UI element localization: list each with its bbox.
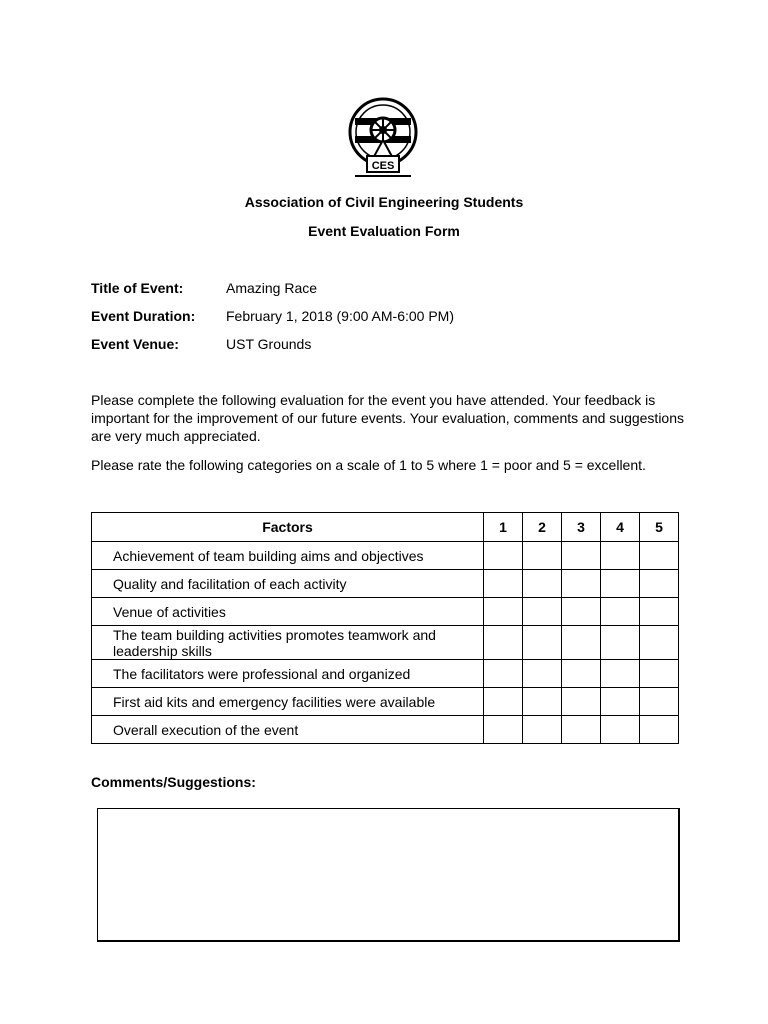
rating-cell-3[interactable] — [562, 626, 601, 660]
event-venue-value: UST Grounds — [226, 336, 312, 352]
event-title-label: Title of Event: — [91, 280, 184, 296]
rating-cell-2[interactable] — [523, 542, 562, 570]
rating-cell-2[interactable] — [523, 688, 562, 716]
rating-cell-1[interactable] — [484, 626, 523, 660]
rating-cell-3[interactable] — [562, 688, 601, 716]
rating-cell-1[interactable] — [484, 542, 523, 570]
scale-header-3: 3 — [562, 513, 601, 542]
table-row — [92, 570, 679, 598]
scale-instruction: Please rate the following categories on a scale of 1 to 5 where 1 = poor and 5 = excellent. — [91, 457, 646, 473]
rating-cell-4[interactable] — [601, 570, 640, 598]
rating-cell-2[interactable] — [523, 660, 562, 688]
factor-label: Overall execution of the event — [92, 716, 484, 744]
rating-cell-5[interactable] — [640, 542, 679, 570]
rating-cell-1[interactable] — [484, 570, 523, 598]
factor-label: Quality and facilitation of each activity — [92, 570, 484, 598]
svg-text:CES: CES — [371, 160, 395, 172]
rating-cell-2[interactable] — [523, 716, 562, 744]
organization-name: Association of Civil Engineering Students — [244, 194, 524, 210]
rating-cell-1[interactable] — [484, 660, 523, 688]
table-row — [92, 626, 679, 660]
table-row — [92, 598, 679, 626]
rating-cell-5[interactable] — [640, 570, 679, 598]
rating-cell-1[interactable] — [484, 688, 523, 716]
event-venue-label: Event Venue: — [91, 336, 179, 352]
factor-label: First aid kits and emergency facilities were available — [92, 688, 484, 716]
rating-cell-5[interactable] — [640, 716, 679, 744]
scale-header-1: 1 — [484, 513, 523, 542]
aces-logo — [345, 96, 421, 180]
rating-cell-1[interactable] — [484, 716, 523, 744]
rating-cell-3[interactable] — [562, 570, 601, 598]
factor-label: The team building activities promotes teamwork and leadership skills — [92, 626, 484, 660]
rating-cell-2[interactable] — [523, 626, 562, 660]
rating-cell-4[interactable] — [601, 688, 640, 716]
comments-box[interactable] — [97, 808, 680, 942]
comments-label: Comments/Suggestions: — [91, 774, 256, 790]
rating-cell-3[interactable] — [562, 542, 601, 570]
rating-cell-5[interactable] — [640, 626, 679, 660]
factor-label: Achievement of team building aims and objectives — [92, 542, 484, 570]
rating-cell-4[interactable] — [601, 626, 640, 660]
rating-cell-2[interactable] — [523, 598, 562, 626]
rating-cell-1[interactable] — [484, 598, 523, 626]
intro-paragraph: Please complete the following evaluation for the event you have attended. Your feedback is important for the improvement of our future events. Your evaluation, comments and suggestions are very much appreciated. — [91, 392, 684, 444]
factors-header: Factors — [92, 513, 484, 542]
event-title-value: Amazing Race — [226, 280, 318, 296]
scale-header-5: 5 — [640, 513, 679, 542]
rating-cell-4[interactable] — [601, 542, 640, 570]
rating-cell-3[interactable] — [562, 598, 601, 626]
event-duration-value: February 1, 2018 (9:00 AM-6:00 PM) — [226, 308, 454, 324]
rating-cell-2[interactable] — [523, 570, 562, 598]
table-row — [92, 716, 679, 744]
form-title: Event Evaluation Form — [308, 223, 460, 239]
rating-cell-5[interactable] — [640, 660, 679, 688]
rating-cell-4[interactable] — [601, 716, 640, 744]
rating-cell-3[interactable] — [562, 660, 601, 688]
table-header-row — [92, 513, 679, 542]
factor-label: The facilitators were professional and organized — [92, 660, 484, 688]
table-row — [92, 688, 679, 716]
rating-cell-5[interactable] — [640, 598, 679, 626]
rating-cell-4[interactable] — [601, 598, 640, 626]
rating-cell-4[interactable] — [601, 660, 640, 688]
scale-header-4: 4 — [601, 513, 640, 542]
table-row — [92, 542, 679, 570]
event-duration-label: Event Duration: — [91, 308, 196, 324]
evaluation-table — [91, 512, 679, 744]
rating-cell-5[interactable] — [640, 688, 679, 716]
scale-header-2: 2 — [523, 513, 562, 542]
rating-cell-3[interactable] — [562, 716, 601, 744]
factor-label: Venue of activities — [92, 598, 484, 626]
table-row — [92, 660, 679, 688]
